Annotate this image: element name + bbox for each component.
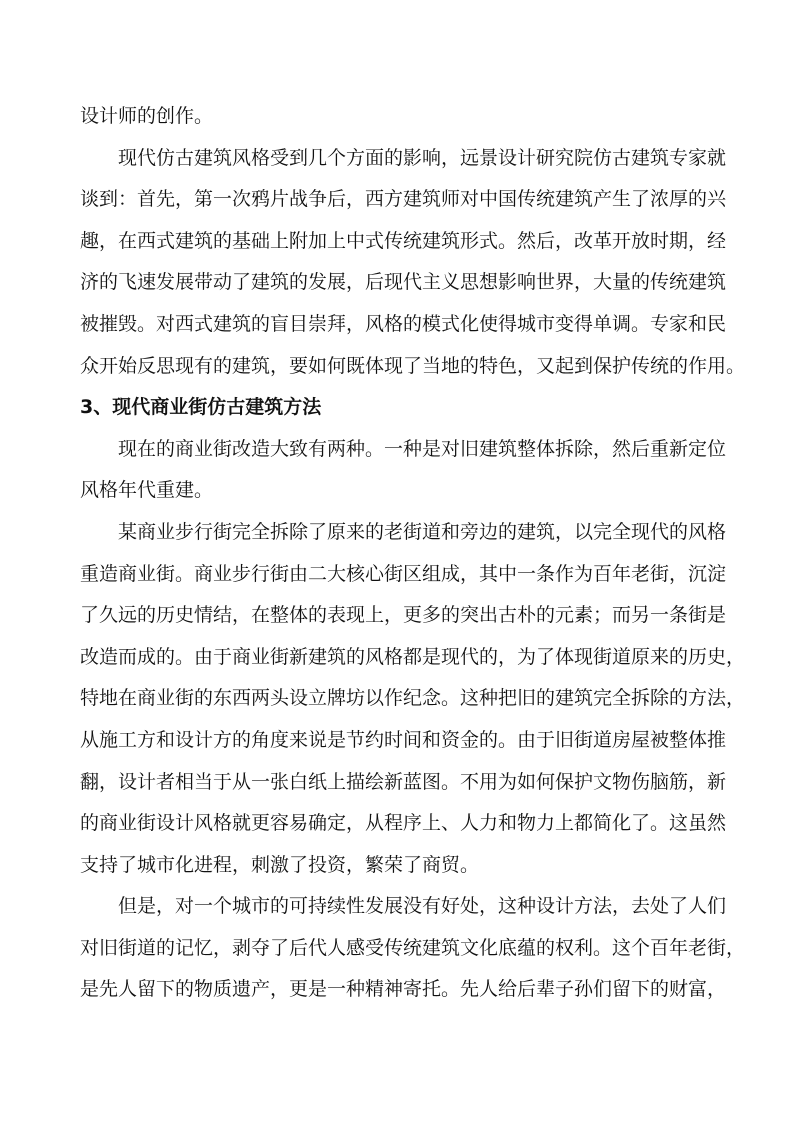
paragraph-line: 设计师的创作。: [80, 105, 214, 127]
paragraph-line: 翻，设计者相当于从一张白纸上描绘新蓝图。不用为如何保护文物伤脑筋，新: [80, 770, 727, 793]
paragraph-line: 重造商业街。商业步行街由二大核心街区组成，其中一条作为百年老街，沉淀: [80, 562, 727, 585]
paragraph-line: 了久远的历史情结，在整体的表现上，更多的突出古朴的元素；而另一条街是: [80, 604, 727, 627]
paragraph-line: 风格年代重建。: [80, 479, 214, 502]
paragraph-line: 济的飞速发展带动了建筑的发展，后现代主义思想影响世界，大量的传统建筑: [80, 271, 727, 294]
paragraph-line: 改造而成的。由于商业街新建筑的风格都是现代的，为了体现街道原来的历史，: [80, 645, 746, 668]
paragraph-line: 现在的商业街改造大致有两种。一种是对旧建筑整体拆除，然后重新定位: [118, 437, 727, 460]
paragraph-line: 众开始反思现有的建筑，要如何既体现了当地的特色，又起到保护传统的作用。: [80, 354, 746, 377]
paragraph-line: 从施工方和设计方的角度来说是节约时间和资金的。由于旧街道房屋被整体推: [80, 728, 727, 751]
paragraph-line: 被摧毁。对西式建筑的盲目崇拜，风格的模式化使得城市变得单调。专家和民: [80, 312, 727, 335]
paragraph-line: 趣，在西式建筑的基础上附加上中式传统建筑形式。然后，改革开放时期，经: [80, 229, 727, 252]
paragraph-line: 谈到：首先，第一次鸦片战争后，西方建筑师对中国传统建筑产生了浓厚的兴: [80, 188, 727, 211]
document-body: [80, 96, 746, 1011]
paragraph-line: 现代仿古建筑风格受到几个方面的影响，远景设计研究院仿古建筑专家就: [118, 146, 727, 169]
paragraph-line: 是先人留下的物质遗产，更是一种精神寄托。先人给后辈子孙们留下的财富，: [80, 978, 727, 1001]
paragraph-line: 某商业步行街完全拆除了原来的老街道和旁边的建筑，以完全现代的风格: [118, 520, 727, 543]
paragraph-line: 支持了城市化进程，刺激了投资，繁荣了商贸。: [80, 853, 480, 876]
paragraph-line: 但是，对一个城市的可持续性发展没有好处，这种设计方法，去处了人们: [118, 895, 727, 918]
paragraph-line: 特地在商业街的东西两头设立牌坊以作纪念。这种把旧的建筑完全拆除的方法，: [80, 687, 746, 710]
paragraph-line: 的商业街设计风格就更容易确定，从程序上、人力和物力上都简化了。这虽然: [80, 812, 727, 835]
section-heading: 3、现代商业街仿古建筑方法: [80, 396, 322, 419]
paragraph-line: 对旧街道的记忆，剥夺了后代人感受传统建筑文化底蕴的权利。这个百年老街，: [80, 936, 746, 959]
